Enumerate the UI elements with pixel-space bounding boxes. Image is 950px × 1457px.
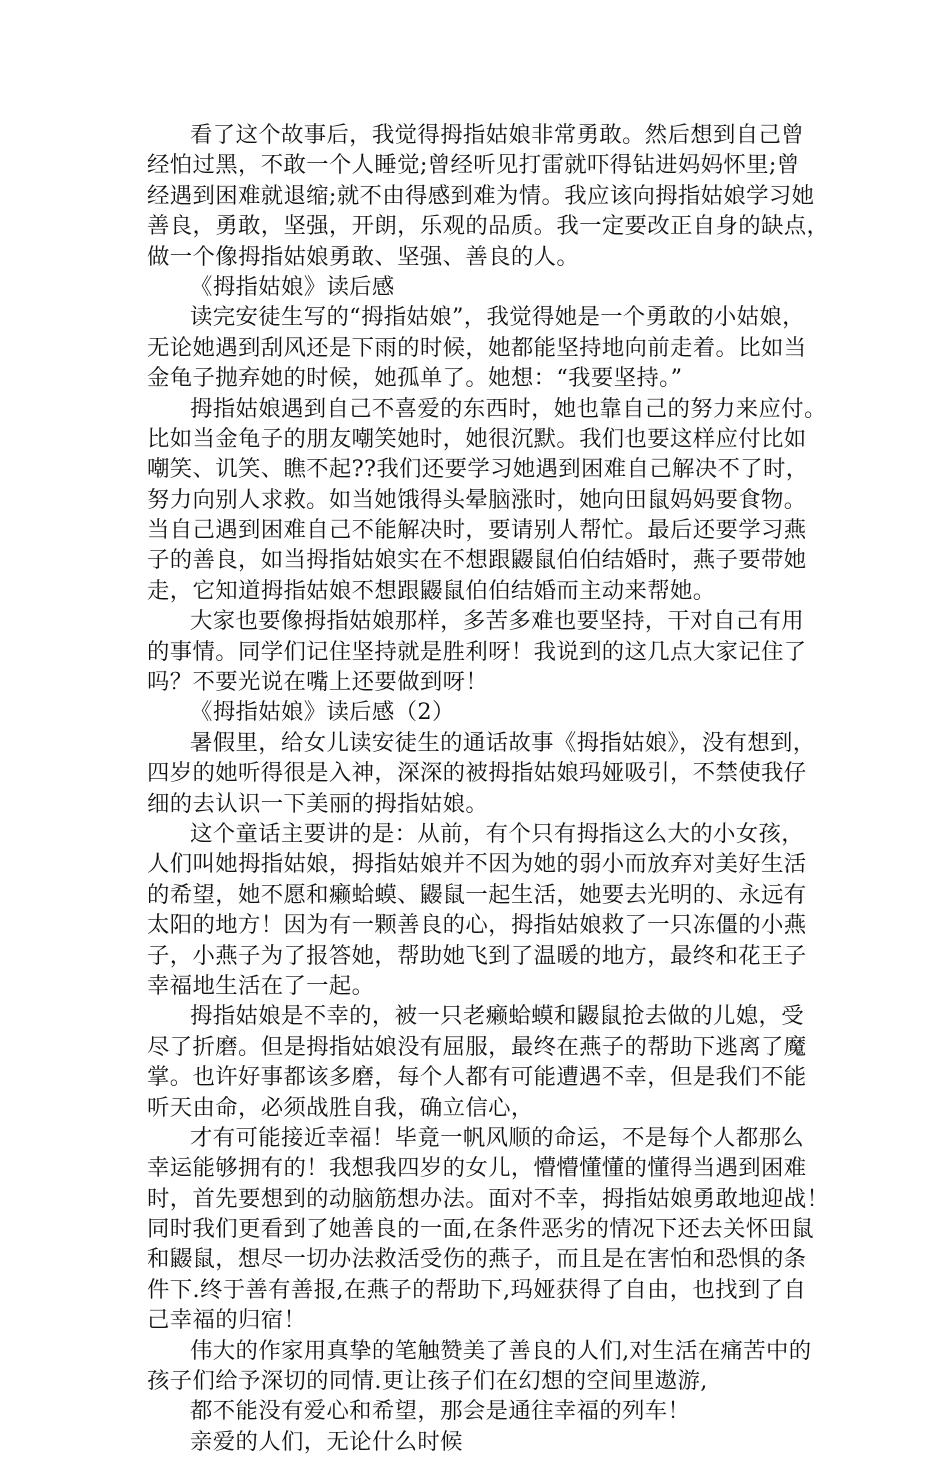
text-line: 嘲笑、讥笑、瞧不起??我们还要学习她遇到困难自己解决不了时， (147, 456, 809, 483)
text-line: 暑假里，给女儿读安徒生的通话故事《拇指姑娘》，没有想到， (190, 729, 816, 756)
text-line: 太阳的地方！因为有一颗善良的心，拇指姑娘救了一只冻僵的小燕 (147, 912, 807, 939)
text-line: 拇指姑娘遇到自己不喜爱的东西时，她也靠自己的努力来应付。 (190, 395, 827, 422)
document-page (147, 120, 830, 1457)
text-line: 人们叫她拇指姑娘，拇指姑娘并不因为她的弱小而放弃对美好生活 (147, 851, 807, 878)
text-line: 《拇指姑娘》读后感（2） (190, 699, 455, 726)
text-line: 经怕过黑，不敢一个人睡觉;曾经听见打雷就吓得钻进妈妈怀里;曾 (147, 152, 800, 179)
document-body (147, 120, 830, 1457)
text-line: 看了这个故事后，我觉得拇指姑娘非常勇敢。然后想到自己曾 (190, 122, 804, 148)
text-line: 幸福地生活在了一起。 (147, 972, 375, 999)
text-line: 拇指姑娘是不幸的，被一只老癞蛤蟆和鼹鼠抢去做的儿媳，受 (190, 1003, 804, 1030)
text-line: 的希望，她不愿和癞蛤蟆、鼹鼠一起生活，她要去光明的、永远有 (147, 881, 807, 908)
text-line: 细的去认识一下美丽的拇指姑娘。 (147, 790, 489, 817)
text-line: 件下.终于善有善报,在燕子的帮助下,玛娅获得了自由，也找到了自 (147, 1276, 807, 1303)
text-line: 吗？不要光说在嘴上还要做到呀！ (147, 669, 489, 696)
text-line: 走，它知道拇指姑娘不想跟鼹鼠伯伯结婚而主动来帮她。 (147, 577, 716, 604)
text-line: 这个童话主要讲的是：从前，有个只有拇指这么大的小女孩， (190, 820, 804, 847)
text-line: 亲爱的人们，无论什么时候 (190, 1428, 463, 1455)
text-line: 经遇到困难就退缩;就不由得感到难为情。我应该向拇指姑娘学习她 (147, 182, 815, 209)
text-line: 时，首先要想到的动脑筋想办法。面对不幸，拇指姑娘勇敢地迎战！ (147, 1185, 830, 1212)
text-line: 己幸福的归宿！ (147, 1307, 307, 1334)
text-line: 和鼹鼠，想尽一切办法救活受伤的燕子，而且是在害怕和恐惧的条 (147, 1246, 807, 1273)
text-line: 四岁的她听得很是入神，深深的被拇指姑娘玛娅吸引，不禁使我仔 (147, 760, 807, 787)
text-line: 努力向别人求救。如当她饿得头晕脑涨时，她向田鼠妈妈要食物。 (147, 486, 807, 513)
text-line: 的事情。同学们记住坚持就是胜利呀！我说到的这几点大家记住了 (147, 638, 807, 665)
text-line: 大家也要像拇指姑娘那样，多苦多难也要坚持，干对自己有用 (190, 608, 804, 635)
text-line: 尽了折磨。但是拇指姑娘没有屈服，最终在燕子的帮助下逃离了魔 (147, 1033, 807, 1060)
text-line: 读完安徒生写的“拇指姑娘”，我觉得她是一个勇敢的小姑娘， (190, 304, 805, 331)
text-line: 子的善良，如当拇指姑娘实在不想跟鼹鼠伯伯结婚时，燕子要带她 (147, 547, 807, 574)
text-line: 都不能没有爱心和希望，那会是通往幸福的列车！ (190, 1398, 691, 1425)
text-line: 善良，勇敢，坚强，开朗，乐观的品质。我一定要改正自身的缺点， (147, 213, 830, 240)
text-line: 金龟子抛弃她的时候，她孤单了。她想：“我要坚持。” (147, 365, 683, 392)
text-line: 才有可能接近幸福！毕竟一帆风顺的命运，不是每个人都那么 (190, 1124, 804, 1151)
text-line: 当自己遇到困难自己不能解决时，要请别人帮忙。最后还要学习燕 (147, 517, 807, 544)
text-line: 无论她遇到刮风还是下雨的时候，她都能坚持地向前走着。比如当 (147, 334, 807, 361)
text-line: 孩子们给予深切的同情.更让孩子们在幻想的空间里遨游, (147, 1368, 708, 1395)
text-line: 幸运能够拥有的！我想我四岁的女儿，懵懵懂懂的懂得当遇到困难 (147, 1155, 807, 1182)
text-line: 伟大的作家用真挚的笔触赞美了善良的人们,对生活在痛苦中的 (190, 1337, 812, 1364)
text-line: 听天由命，必须战胜自我，确立信心， (147, 1094, 534, 1121)
text-line: 掌。也许好事都该多磨，每个人都有可能遭遇不幸，但是我们不能 (147, 1064, 807, 1091)
text-line: 子，小燕子为了报答她，帮助她飞到了温暖的地方，最终和花王子 (147, 942, 807, 969)
text-line: 同时我们更看到了她善良的一面,在条件恶劣的情况下还去关怀田鼠 (147, 1216, 814, 1243)
text-line: 比如当金龟子的朋友嘲笑她时，她很沉默。我们也要这样应付比如 (147, 425, 807, 452)
text-line: 《拇指姑娘》读后感 (190, 273, 395, 300)
text-line: 做一个像拇指姑娘勇敢、坚强、善良的人。 (147, 243, 580, 270)
